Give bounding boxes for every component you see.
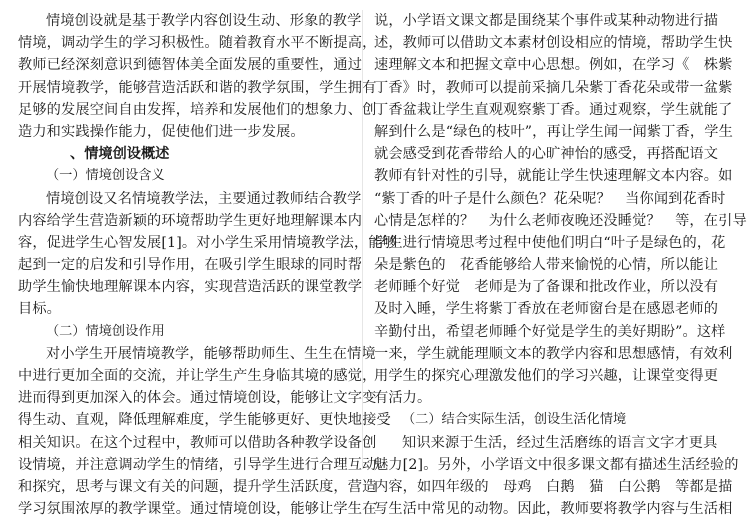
- text-line: 写生活中常见的动物。因此，教师要将教学内容与生活相: [374, 501, 733, 518]
- section-heading: 、情境创设概述: [70, 146, 170, 163]
- text-line: 助学生愉快地理解课本内容，实现营造活跃的课堂教学: [18, 279, 363, 296]
- text-line: 起到一定的启发和引导作用，在吸引学生眼球的同时帮: [18, 257, 363, 274]
- column-divider: [362, 10, 363, 469]
- text-line: 足够的发展空间自由发挥，培养和发展他们的想象力、创: [18, 101, 377, 118]
- text-line: 说，小学语文课文都是围绕某个事件或某种动物进行描: [374, 13, 719, 29]
- text-line: 朵是紫色的 花香能够给人带来愉悦的心情，所以能让: [374, 257, 719, 274]
- text-line: 一来，学生就能理顺文本的教学内容和思想感情，有效利: [374, 345, 733, 362]
- text-line: 速理解文本和把握文章中心思想。例如，在学习《 株紫: [374, 57, 733, 74]
- text-line: 心情是怎样的？ 为什么老师夜晚还没睡觉？ 等，在引导: [374, 212, 747, 229]
- text-line: 对小学生开展情境教学，能够帮助师生、生生在情境: [46, 345, 376, 362]
- text-line: 述，教师可以借助文本素材创设相应的情境，帮助学生快: [374, 35, 733, 52]
- text-line: “紫丁香的叶子是什么颜色？花朵呢？ 当你闻到花香时: [374, 190, 726, 207]
- text-line: 开展情境教学，能够营造活跃和谐的教学氛围，学生拥有: [18, 79, 377, 96]
- subsection-heading: （二）情境创设作用: [46, 323, 165, 339]
- subsection-heading: （一）情境创设含义: [46, 168, 165, 184]
- text-line: 情境创设又名情境教学法，主要通过教师结合教学: [46, 190, 362, 207]
- text-line: 设情境，并注意调动学生的情绪，引导学生进行合理互动: [18, 456, 377, 473]
- text-line: 学生进行情境思考过程中使他们明白“叶子是绿色的，花: [374, 234, 726, 251]
- text-line: 和探究，思考与课文有关的问题，提升学生活跃度，营造: [18, 478, 377, 495]
- text-line: 就会感受到花香带给人的心旷神怡的感受，再搭配语文: [374, 146, 719, 163]
- left-column: [18, 10, 397, 518]
- text-line: 内容，如四年级的 母鸡 白鹅 猫 白公鹅 等都是描: [374, 478, 733, 495]
- text-line: 辛勤付出，希望老师睡个好觉是学生的美好期盼”。这样: [374, 323, 726, 340]
- text-line: 解到什么是“绿色的枝叶”，再让学生闻一闻紫丁香，学生: [374, 123, 733, 140]
- text-line: 中进行更加全面的交流，并让学生产生身临其境的感觉，: [18, 368, 377, 384]
- text-line: 得生动、直观，降低理解难度，学生能够更好、更快地接受: [18, 412, 391, 429]
- text-line: 及时入睡，学生将紫丁香放在老师窗台是在感恩老师的: [374, 301, 719, 318]
- text-line: 造力和实践操作能力，促使他们进一步发展。: [18, 123, 305, 140]
- text-line: 学习氛围浓厚的教学课堂。通过情境创设，能够让学生在: [18, 501, 377, 518]
- text-line: 情境创设就是基于教学内容创设生动、形象的教学: [46, 13, 362, 29]
- text-line: 用学生的探究心理激发他们的学习兴趣，让课堂变得更: [374, 368, 719, 384]
- text-line: 容，促进学生心智发展[1]。对小学生采用情境教学法，能够: [18, 234, 397, 251]
- text-line: 相关知识。在这个过程中，教师可以借助各种教学设备创: [18, 434, 377, 451]
- text-line: 教师有针对性的引导，就能让学生快速理解文本内容。如: [374, 168, 733, 185]
- text-line: 丁香》时，教师可以提前采摘几朵紫丁香花朵或带一盆紫: [374, 79, 733, 96]
- text-line: 知识来源于生活，经过生活磨练的语言文字才更具: [402, 434, 718, 451]
- right-column: [374, 10, 747, 518]
- text-line: 教师已经深刻意识到德智体美全面发展的重要性，通过: [18, 57, 363, 74]
- text-line: 情境，调动学生的学习积极性。随着教育水平不断提高，: [18, 35, 377, 52]
- text-line: 内容给学生营造新颖的环境帮助学生更好地理解课本内: [18, 212, 363, 229]
- text-line: 老师睡个好觉 老师是为了备课和批改作业，所以没有: [374, 279, 719, 296]
- text-line: 丁香盆栽让学生直观观察紫丁香。通过观察，学生就能了: [374, 101, 733, 118]
- text-line: 魅力[2]。另外，小学语文中很多课文都有描述生活经验的: [374, 456, 739, 473]
- subsection-heading: （二）结合实际生活，创设生活化情境: [402, 412, 627, 428]
- text-line: 目标。: [18, 301, 62, 318]
- text-line: 有活力。: [374, 390, 432, 407]
- text-line: 进而得到更加深入的体会。通过情境创设，能够让文字变: [18, 390, 377, 407]
